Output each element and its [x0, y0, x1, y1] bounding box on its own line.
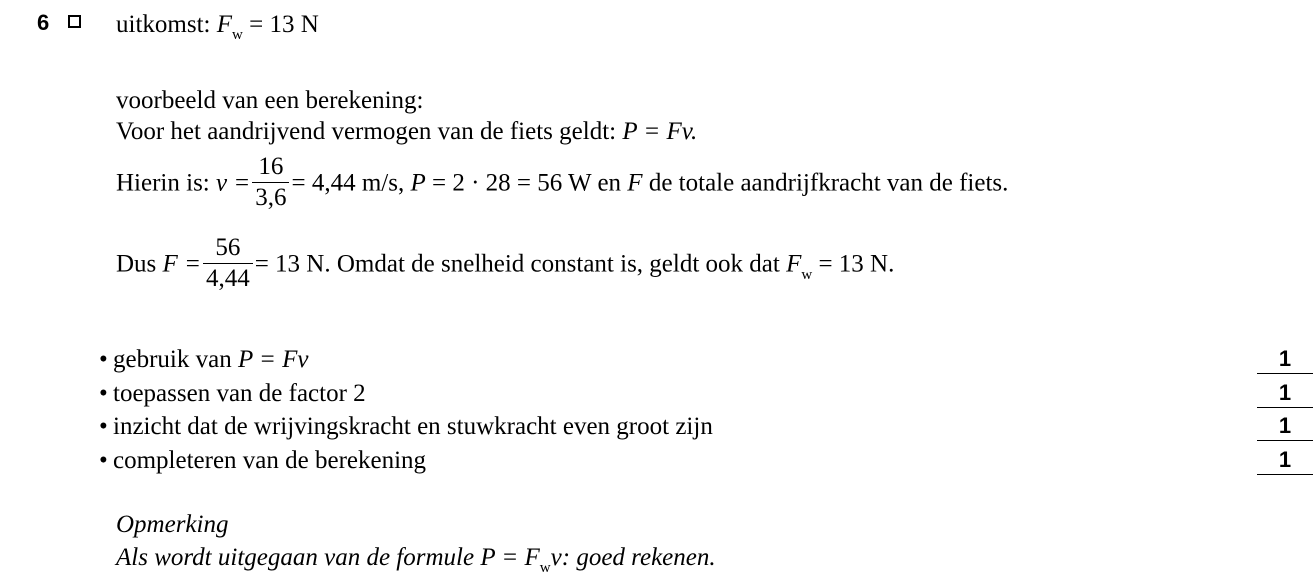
criterion-text: inzicht dat de wrijvingskracht en stuwkracht even groot zijn — [113, 413, 713, 440]
line-3-rest: = 13 N. Omdat de snelheid constant is, geldt ook dat — [254, 250, 780, 278]
remark-text-pre: Als wordt uitgegaan van de formule — [116, 544, 475, 571]
uitkomst-value: = 13 N — [249, 11, 319, 38]
uitkomst-line — [116, 11, 319, 43]
uitkomst-subscript: w — [232, 27, 243, 43]
remark-formula-v: v — [550, 544, 562, 571]
line-2-rest-3: de totale aandrijfkracht van de fiets. — [648, 169, 1009, 197]
line-3-subscript: w — [801, 266, 813, 283]
line-3-end: = 13 N. — [818, 250, 895, 278]
line-3-prefix: Dus — [116, 250, 157, 278]
uitkomst-label: uitkomst: — [116, 11, 211, 38]
example-line-1-formula: P = Fv. — [622, 118, 698, 145]
line-2-rest-2: = 2 · 28 = 56 W en — [431, 169, 622, 197]
example-intro: voorbeeld van een berekening: — [116, 87, 424, 114]
line-2-rest-1: = 4,44 m/s, — [291, 169, 405, 197]
fraction-denominator: 4,44 — [203, 263, 253, 294]
line-3-F: F = — [162, 250, 201, 278]
example-line-2 — [116, 155, 1008, 215]
criterion-4: • completeren van de berekening — [99, 447, 427, 474]
remark-title: Opmerking — [116, 511, 229, 538]
fraction-numerator: 16 — [258, 153, 284, 180]
criterion-3: • inzicht dat de wrijvingskracht en stuwkracht even groot zijn — [99, 413, 713, 440]
example-line-3 — [116, 236, 894, 296]
line-2-P: P — [410, 169, 426, 197]
line-3-Fw: F — [786, 250, 802, 278]
example-line-1-text: Voor het aandrijvend vermogen van de fiets geldt: — [116, 118, 617, 145]
criterion-formula: P = Fv — [237, 346, 309, 373]
question-number: 6 — [37, 10, 50, 35]
criterion-text: toepassen van de factor 2 — [113, 380, 366, 407]
remark-text-post: : goed rekenen. — [561, 544, 716, 571]
line-2-v: v = — [216, 169, 251, 197]
criterion-2: • toepassen van de factor 2 — [99, 380, 366, 407]
remark-formula-subscript: w — [539, 560, 551, 576]
score-1: 1 — [1257, 348, 1313, 374]
line-2-F: F — [627, 169, 643, 197]
remark-formula-p: P = F — [480, 544, 540, 571]
remark-text — [116, 544, 716, 576]
fraction-numerator: 56 — [215, 234, 241, 261]
criterion-text: completeren van de berekening — [113, 447, 427, 474]
remark-formula — [480, 544, 562, 576]
checkbox-icon[interactable] — [68, 15, 81, 28]
score-4: 1 — [1257, 449, 1313, 475]
line-2-prefix: Hierin is: — [116, 169, 210, 197]
uitkomst-symbol: F — [216, 11, 232, 38]
example-line-1 — [116, 119, 697, 144]
fraction-denominator: 3,6 — [252, 182, 289, 213]
score-2: 1 — [1257, 382, 1313, 408]
criterion-text: gebruik van — [113, 346, 238, 373]
fraction-velocity — [252, 153, 289, 213]
fraction-force — [203, 234, 253, 294]
score-3: 1 — [1257, 415, 1313, 441]
criterion-1: • gebruik van P = Fv — [99, 346, 309, 373]
